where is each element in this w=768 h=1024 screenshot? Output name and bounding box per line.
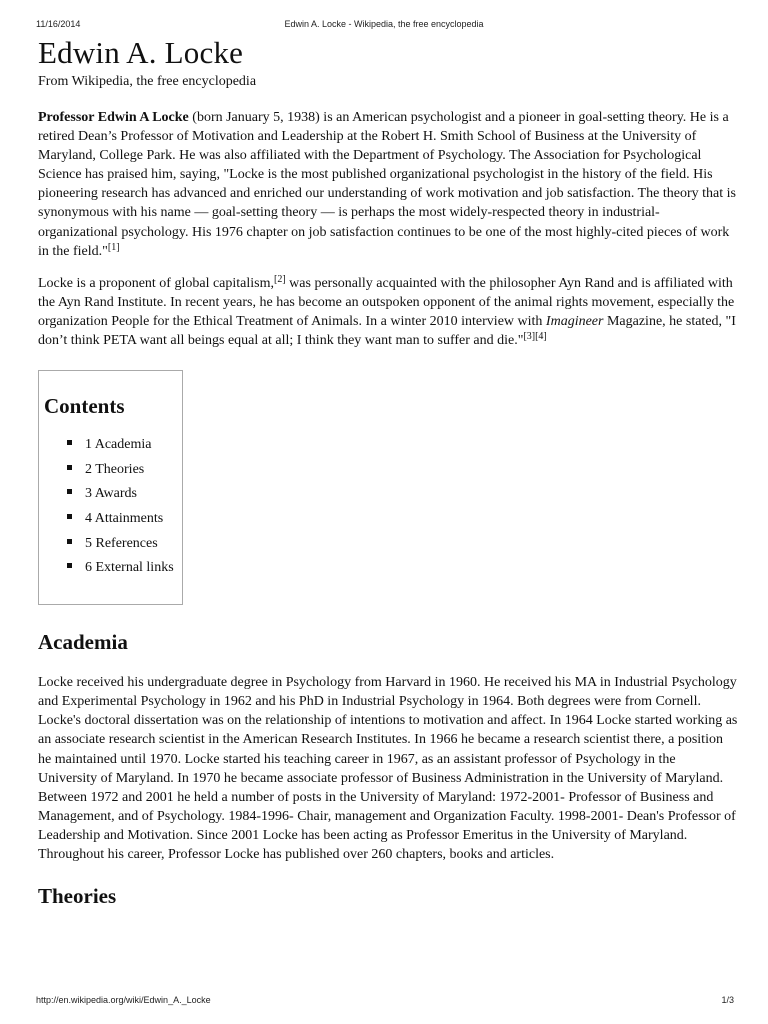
bullet-icon (67, 465, 72, 470)
bullet-icon (67, 440, 72, 445)
academia-paragraph: Locke received his undergraduate degree in Psychology from Harvard in 1960. He received his MA in Industrial Psychology and Experimental Psychology in 1962 and his PhD in Industrial Psychology in 1964. Both degrees were from Cornell. Locke's doctoral dissertation was on the relationship of intentions to motivation and affect. In 1964 Locke started working as an associate research scientist in the American Research Institutes. In 1966 he became a research scientist there, a position he maintained until 1970. Locke started his teaching career in 1967, as an assistant professor of Psychology in the University of Maryland. In 1970 he became associate professor of Business Administration in the University of Maryland. Between 1972 and 2001 he held a number of posts in the University of Maryland: 1972-2001- Professor of Business and Management, and of Psychology. 1984-1996- Chair, management and Organization Faculty. 1998-2001- Dean's Professor of Leadership and Motivation. Since 2001 Locke has been acting as Professor Emeritus in the University of Maryland. Throughout his career, Professor Locke has published over 260 chapters, books and articles. (38, 675, 738, 862)
toc-item-label[interactable]: 2 Theories (85, 461, 145, 477)
toc-item-references[interactable] (44, 532, 177, 557)
toc-item-awards[interactable] (44, 482, 177, 507)
bullet-icon (67, 514, 72, 519)
citation-ref-3-4[interactable]: [3][4] (523, 331, 547, 343)
bullet-icon (67, 563, 72, 568)
article-content (38, 34, 738, 910)
print-header-date: 11/16/2014 (36, 19, 81, 29)
table-of-contents (38, 370, 183, 605)
section-heading-theories: Theories (38, 884, 117, 909)
section-heading-academia: Academia (38, 630, 128, 655)
subject-name: Professor Edwin A Locke (38, 110, 189, 125)
toc-item-academia[interactable] (44, 433, 177, 458)
toc-item-label[interactable]: 4 Attainments (85, 510, 164, 526)
print-header-title: Edwin A. Locke - Wikipedia, the free encyclopedia (284, 19, 484, 29)
bullet-icon (67, 489, 72, 494)
intro-paragraph-2-text-c: Magazine, he stated, "I don’t think PETA want all beings equal at all; I think they want man to suffer and die." (38, 313, 736, 349)
intro-paragraph-1 (38, 108, 738, 261)
intro-paragraph-2 (38, 274, 738, 350)
print-footer-url: http://en.wikipedia.org/wiki/Edwin_A._Locke (36, 995, 211, 1005)
print-footer-page-number: 1/3 (721, 995, 734, 1005)
toc-item-label[interactable]: 5 References (85, 535, 158, 551)
toc-item-theories[interactable] (44, 458, 177, 483)
toc-item-attainments[interactable] (44, 507, 177, 532)
intro-paragraph-2-text-b: was personally acquainted with the philosopher Ayn Rand and is affiliated with the Ayn Rand Institute. In recent years, he has become an outspoken opponent of the animal rights movement, especially the organization People for the Ethical Treatment of Animals. In a winter 2010 interview with (38, 275, 735, 329)
intro-paragraph-2-text-a: Locke is a proponent of global capitalism, (38, 275, 274, 291)
toc-item-external-links[interactable] (44, 556, 177, 581)
page-title: Edwin A. Locke (38, 35, 244, 70)
citation-ref-2[interactable]: [2] (274, 273, 286, 285)
toc-item-label[interactable]: 3 Awards (85, 486, 137, 502)
bullet-icon (67, 539, 72, 544)
intro-paragraph-1-text: (born January 5, 1938) is an American psychologist and a pioneer in goal-setting theory. He is a retired Dean’s Professor of Motivation and Leadership at the Robert H. Smith School of Business at the University of Maryland, College Park. He was also affiliated with the Department of Psychology. The Association for Psychological Science has praised him, saying, "Locke is the most published organizational psychologist in the history of the field. His pioneering research has advanced and enriched our understanding of work motivation and job satisfaction. The theory that is synonymous with his name — goal-setting theory — is perhaps the most widely-respected theory in industrial-organizational psychology. His 1976 chapter on job satisfaction continues to be one of the most highly-cited pieces of work in the field." (38, 110, 736, 259)
toc-list (44, 433, 177, 581)
magazine-name: Imagineer (545, 313, 604, 329)
toc-item-label[interactable]: 6 External links (85, 560, 174, 576)
page-tagline: From Wikipedia, the free encyclopedia (38, 74, 257, 89)
toc-item-label[interactable]: 1 Academia (85, 437, 152, 453)
citation-ref-1[interactable]: [1] (107, 241, 120, 253)
toc-title: Contents (44, 394, 125, 419)
